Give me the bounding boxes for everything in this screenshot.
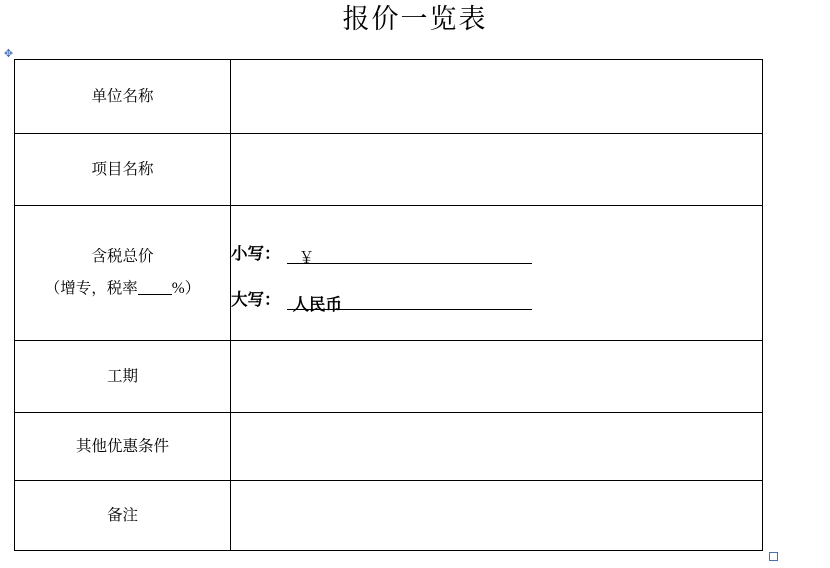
row-label-project-name: 项目名称	[15, 134, 231, 206]
currency-symbol: ￥	[298, 250, 315, 267]
row-value-duration[interactable]	[231, 341, 763, 413]
row-value-project-name[interactable]	[231, 134, 763, 206]
row-label-remarks: 备注	[15, 481, 231, 551]
row-label-total-price	[15, 206, 231, 341]
row-value-remarks[interactable]	[231, 481, 763, 551]
total-price-label-line1: 含税总价	[91, 248, 154, 265]
page-title: 报价一览表	[342, 4, 488, 34]
row-label-company-name: 单位名称	[15, 60, 231, 134]
table-resize-handle[interactable]	[769, 552, 778, 561]
tax-rate-suffix: %）	[171, 280, 201, 297]
total-price-label-line2	[15, 276, 230, 302]
row-value-other-terms[interactable]	[231, 413, 763, 481]
quotation-table	[14, 59, 763, 551]
table-row	[15, 134, 763, 206]
amount-lowercase-field[interactable]	[287, 245, 532, 267]
table-row	[15, 60, 763, 134]
row-label-duration: 工期	[15, 341, 231, 413]
table-row	[15, 481, 763, 551]
row-value-company-name[interactable]	[231, 60, 763, 134]
amount-uppercase-label: 大写：	[231, 290, 281, 309]
amount-lowercase-label: 小写：	[231, 244, 281, 263]
table-row	[15, 413, 763, 481]
tax-rate-blank[interactable]	[138, 280, 172, 295]
row-label-other-terms: 其他优惠条件	[15, 413, 231, 481]
amount-row-lowercase	[231, 240, 762, 267]
tax-rate-prefix: （增专，税率	[44, 280, 138, 297]
amount-block	[231, 236, 762, 314]
table-row	[15, 341, 763, 413]
amount-uppercase-field[interactable]: 人民币	[287, 291, 532, 310]
amount-row-uppercase	[231, 286, 762, 314]
table-move-handle-icon[interactable]: ✥	[3, 48, 14, 60]
row-value-total-price	[231, 206, 763, 341]
table-row	[15, 206, 763, 341]
